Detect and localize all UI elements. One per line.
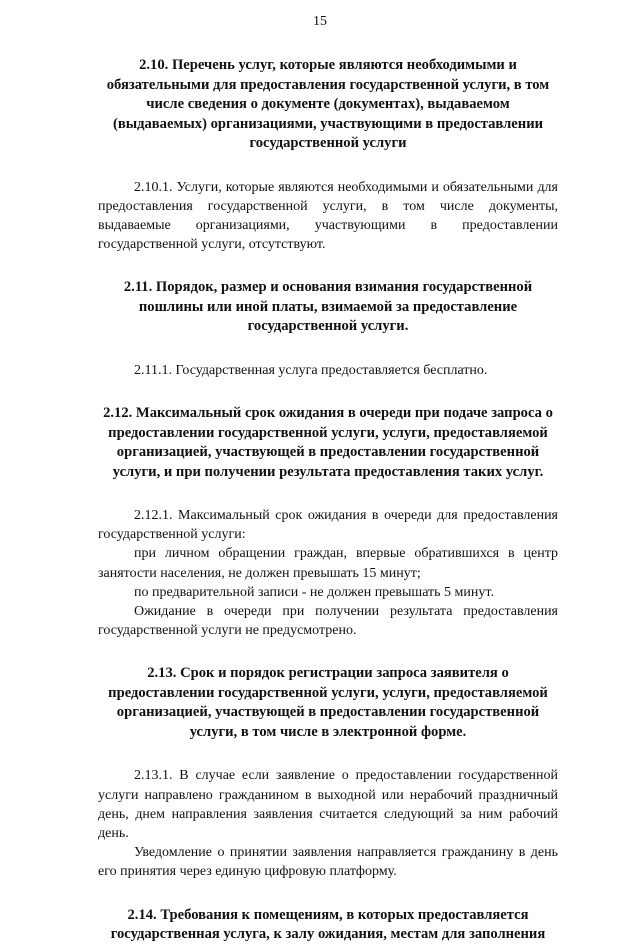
- document-body: [98, 56, 558, 945]
- section-heading-2-11: 2.11. Порядок, размер и основания взимания государственной пошлины или иной платы, взимаемой за предоставление государственной услуги.: [123, 279, 533, 335]
- paragraph-2-12-personal: при личном обращении граждан, впервые обратившихся в центр занятости населения, не должен превышать 15 минут;: [98, 546, 558, 581]
- paragraph-2-11-1: 2.11.1. Государственная услуга предоставляется бесплатно.: [134, 362, 488, 378]
- paragraph-2-10-1: 2.10.1. Услуги, которые являются необходимыми и обязательными для предоставления государственной услуги, в том числе документы, выдаваемые организациями, участвующими в предоставлении государственной услуги, отсутствуют.: [98, 179, 558, 253]
- paragraph-2-12-result: Ожидание в очереди при получении результата предоставления государственной услуги не предусмотрено.: [98, 604, 558, 639]
- paragraph-2-12-1: 2.12.1. Максимальный срок ожидания в очереди для предоставления государственной услуги:: [98, 508, 558, 543]
- page-number: 15: [313, 14, 327, 29]
- section-heading-2-13: 2.13. Срок и порядок регистрации запроса заявителя о предоставлении государственной услуги, услуги, предоставляемой организацией, участвующей в предоставлении государственной услуги, в том числе в электронной форме.: [108, 665, 548, 740]
- paragraph-2-13-notification: Уведомление о принятии заявления направляется гражданину в день его принятия через единую цифровую платформу.: [98, 845, 558, 880]
- section-heading-2-12: 2.12. Максимальный срок ожидания в очереди при подаче запроса о предоставлении государственной услуги, услуги, предоставляемой организацией, участвующей в предоставлении государственной услуги, и при получении результата предоставления таких услуг.: [103, 405, 553, 480]
- paragraph-2-12-appointment: по предварительной записи - не должен превышать 5 минут.: [134, 584, 494, 600]
- section-heading-2-14: 2.14. Требования к помещениям, в которых предоставляется государственная услуга, к залу ожидания, местам для заполнения: [110, 906, 546, 943]
- section-heading-2-10: 2.10. Перечень услуг, которые являются необходимыми и обязательными для предоставления государственной услуги, в том числе сведения о документе (документах), выдаваемом (выдаваемых) организациями, участвующими в предоставлении государственной услуги: [106, 57, 550, 151]
- paragraph-2-13-1: 2.13.1. В случае если заявление о предоставлении государственной услуги направлено гражданином в выходной или нерабочий праздничный день, днем направления заявления считается следующий за ним рабочий день.: [98, 768, 558, 842]
